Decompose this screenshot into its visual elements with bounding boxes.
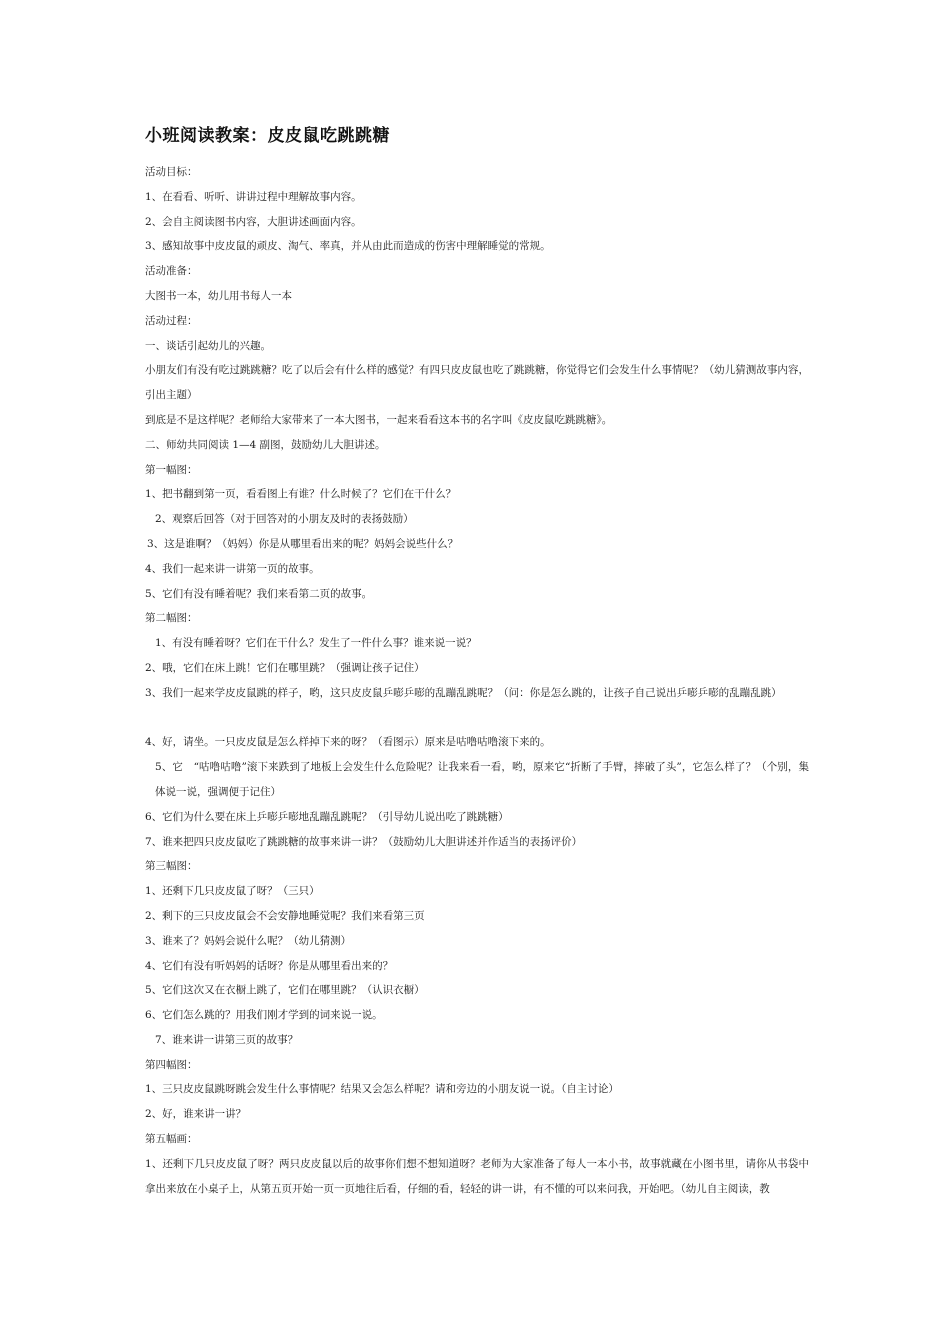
paragraph: 5、它们这次又在衣橱上跳了，它们在哪里跳？（认识衣橱）: [145, 984, 425, 997]
paragraph: 1、三只皮皮鼠跳呀跳会发生什么事情呢？结果又会怎么样呢？请和旁边的小朋友说一说。（自主讨论）: [145, 1083, 619, 1096]
paragraph: 二、师幼共同阅读 1—4 副图，鼓励幼儿大胆讲述。: [145, 438, 386, 451]
paragraph: 1、在看看、听听、讲讲过程中理解故事内容。: [145, 190, 362, 203]
paragraph: 6、它们怎么跳的？用我们刚才学到的词来说一说。: [145, 1009, 383, 1022]
paragraph: 7、谁来把四只皮皮鼠吃了跳跳糖的故事来讲一讲？（鼓励幼儿大胆讲述并作适当的表扬评价）: [145, 835, 583, 848]
paragraph: 大图书一本，幼儿用书每人一本: [145, 289, 292, 302]
paragraph: 4、我们一起来讲一讲第一页的故事。: [145, 562, 320, 575]
picture-heading-3: 第三幅图：: [145, 860, 198, 873]
paragraph: 3、感知故事中皮皮鼠的顽皮、淘气、率真，并从由此而造成的伤害中理解睡觉的常规。: [145, 240, 551, 253]
paragraph: 2、好，谁来讲一讲？: [145, 1108, 247, 1121]
section-heading-goals: 活动目标：: [145, 166, 198, 178]
paragraph: 1、还剩下几只皮皮鼠了呀？（三只）: [145, 885, 320, 898]
paragraph: 4、它们有没有听妈妈的话呀？你是从哪里看出来的？: [145, 959, 394, 972]
paragraph: 1、把书翻到第一页，看看图上有谁？什么时候了？它们在干什么？: [145, 488, 457, 501]
paragraph: 一、谈话引起幼儿的兴趣。: [145, 339, 271, 352]
picture-heading-1: 第一幅图：: [145, 463, 198, 476]
paragraph: 1、有没有睡着呀？它们在干什么？发生了一件什么事？谁来说一说？: [155, 637, 477, 650]
document-body: [145, 160, 809, 1201]
paragraph: 2、观察后回答（对于回答对的小朋友及时的表扬鼓励）: [155, 513, 414, 526]
blank-line: [145, 706, 809, 731]
picture-heading-5: 第五幅画：: [145, 1133, 198, 1146]
paragraph: 5、它 “咕噜咕噜”滚下来跌到了地板上会发生什么危险呢？让我来看一看，哟，原来它“折断了手臂，摔破了头”，它怎么样了？（个别，集体说一说，强调便于记住）: [155, 761, 809, 798]
paragraph: 6、它们为什么要在床上乒嘭乒嘭地乱蹦乱跳呢？（引导幼儿说出吃了跳跳糖）: [145, 810, 509, 823]
paragraph: 7、谁来讲一讲第三页的故事？: [155, 1033, 299, 1046]
section-heading-process: 活动过程：: [145, 314, 198, 327]
picture-heading-2: 第二幅图：: [145, 612, 198, 625]
paragraph: 2、哦，它们在床上跳！它们在哪里跳？（强调让孩子记住）: [145, 661, 425, 674]
picture-heading-4: 第四幅图：: [145, 1058, 198, 1071]
paragraph: 3、谁来了？妈妈会说什么呢？（幼儿猜测）: [145, 934, 352, 947]
paragraph: 小朋友们有没有吃过跳跳糖？吃了以后会有什么样的感觉？有四只皮皮鼠也吃了跳跳糖，你觉得它们会发生什么事情呢？（幼儿猜测故事内容，引出主题）: [145, 364, 809, 402]
paragraph: 3、我们一起来学皮皮鼠跳的样子，哟，这只皮皮鼠乒嘭乒嘭的乱蹦乱跳呢？（问：你是怎么跳的，让孩子自己说出乒嘭乒嘭的乱蹦乱跳）: [145, 686, 782, 699]
paragraph: 2、会自主阅读图书内容，大胆讲述画面内容。: [145, 215, 362, 228]
paragraph: 5、它们有没有睡着呢？我们来看第二页的故事。: [145, 587, 373, 600]
section-heading-preparation: 活动准备：: [145, 265, 198, 278]
paragraph: 到底是不是这样呢？老师给大家带来了一本大图书，一起来看看这本书的名字叫《皮皮鼠吃跳跳糖》。: [145, 413, 613, 426]
document-title: 小班阅读教案：皮皮鼠吃跳跳糖: [145, 126, 390, 146]
paragraph: 2、剩下的三只皮皮鼠会不会安静地睡觉呢？我们来看第三页: [145, 909, 425, 922]
paragraph: 1、还剩下几只皮皮鼠了呀？两只皮皮鼠以后的故事你们想不想知道呀？老师为大家准备了每人一本小书，故事就藏在小图书里，请你从书袋中拿出来放在小桌子上，从第五页开始一页一页地往后看，仔细的看，轻轻的讲一讲，有不懂的可以来问我，开始吧。（幼儿自主阅读，教: [145, 1157, 809, 1195]
paragraph: 4、好，请坐。一只皮皮鼠是怎么样掉下来的呀？（看图示）原来是咕噜咕噜滚下来的。: [145, 736, 551, 749]
paragraph: 3、这是谁啊？（妈妈）你是从哪里看出来的呢？妈妈会说些什么？: [147, 537, 459, 550]
